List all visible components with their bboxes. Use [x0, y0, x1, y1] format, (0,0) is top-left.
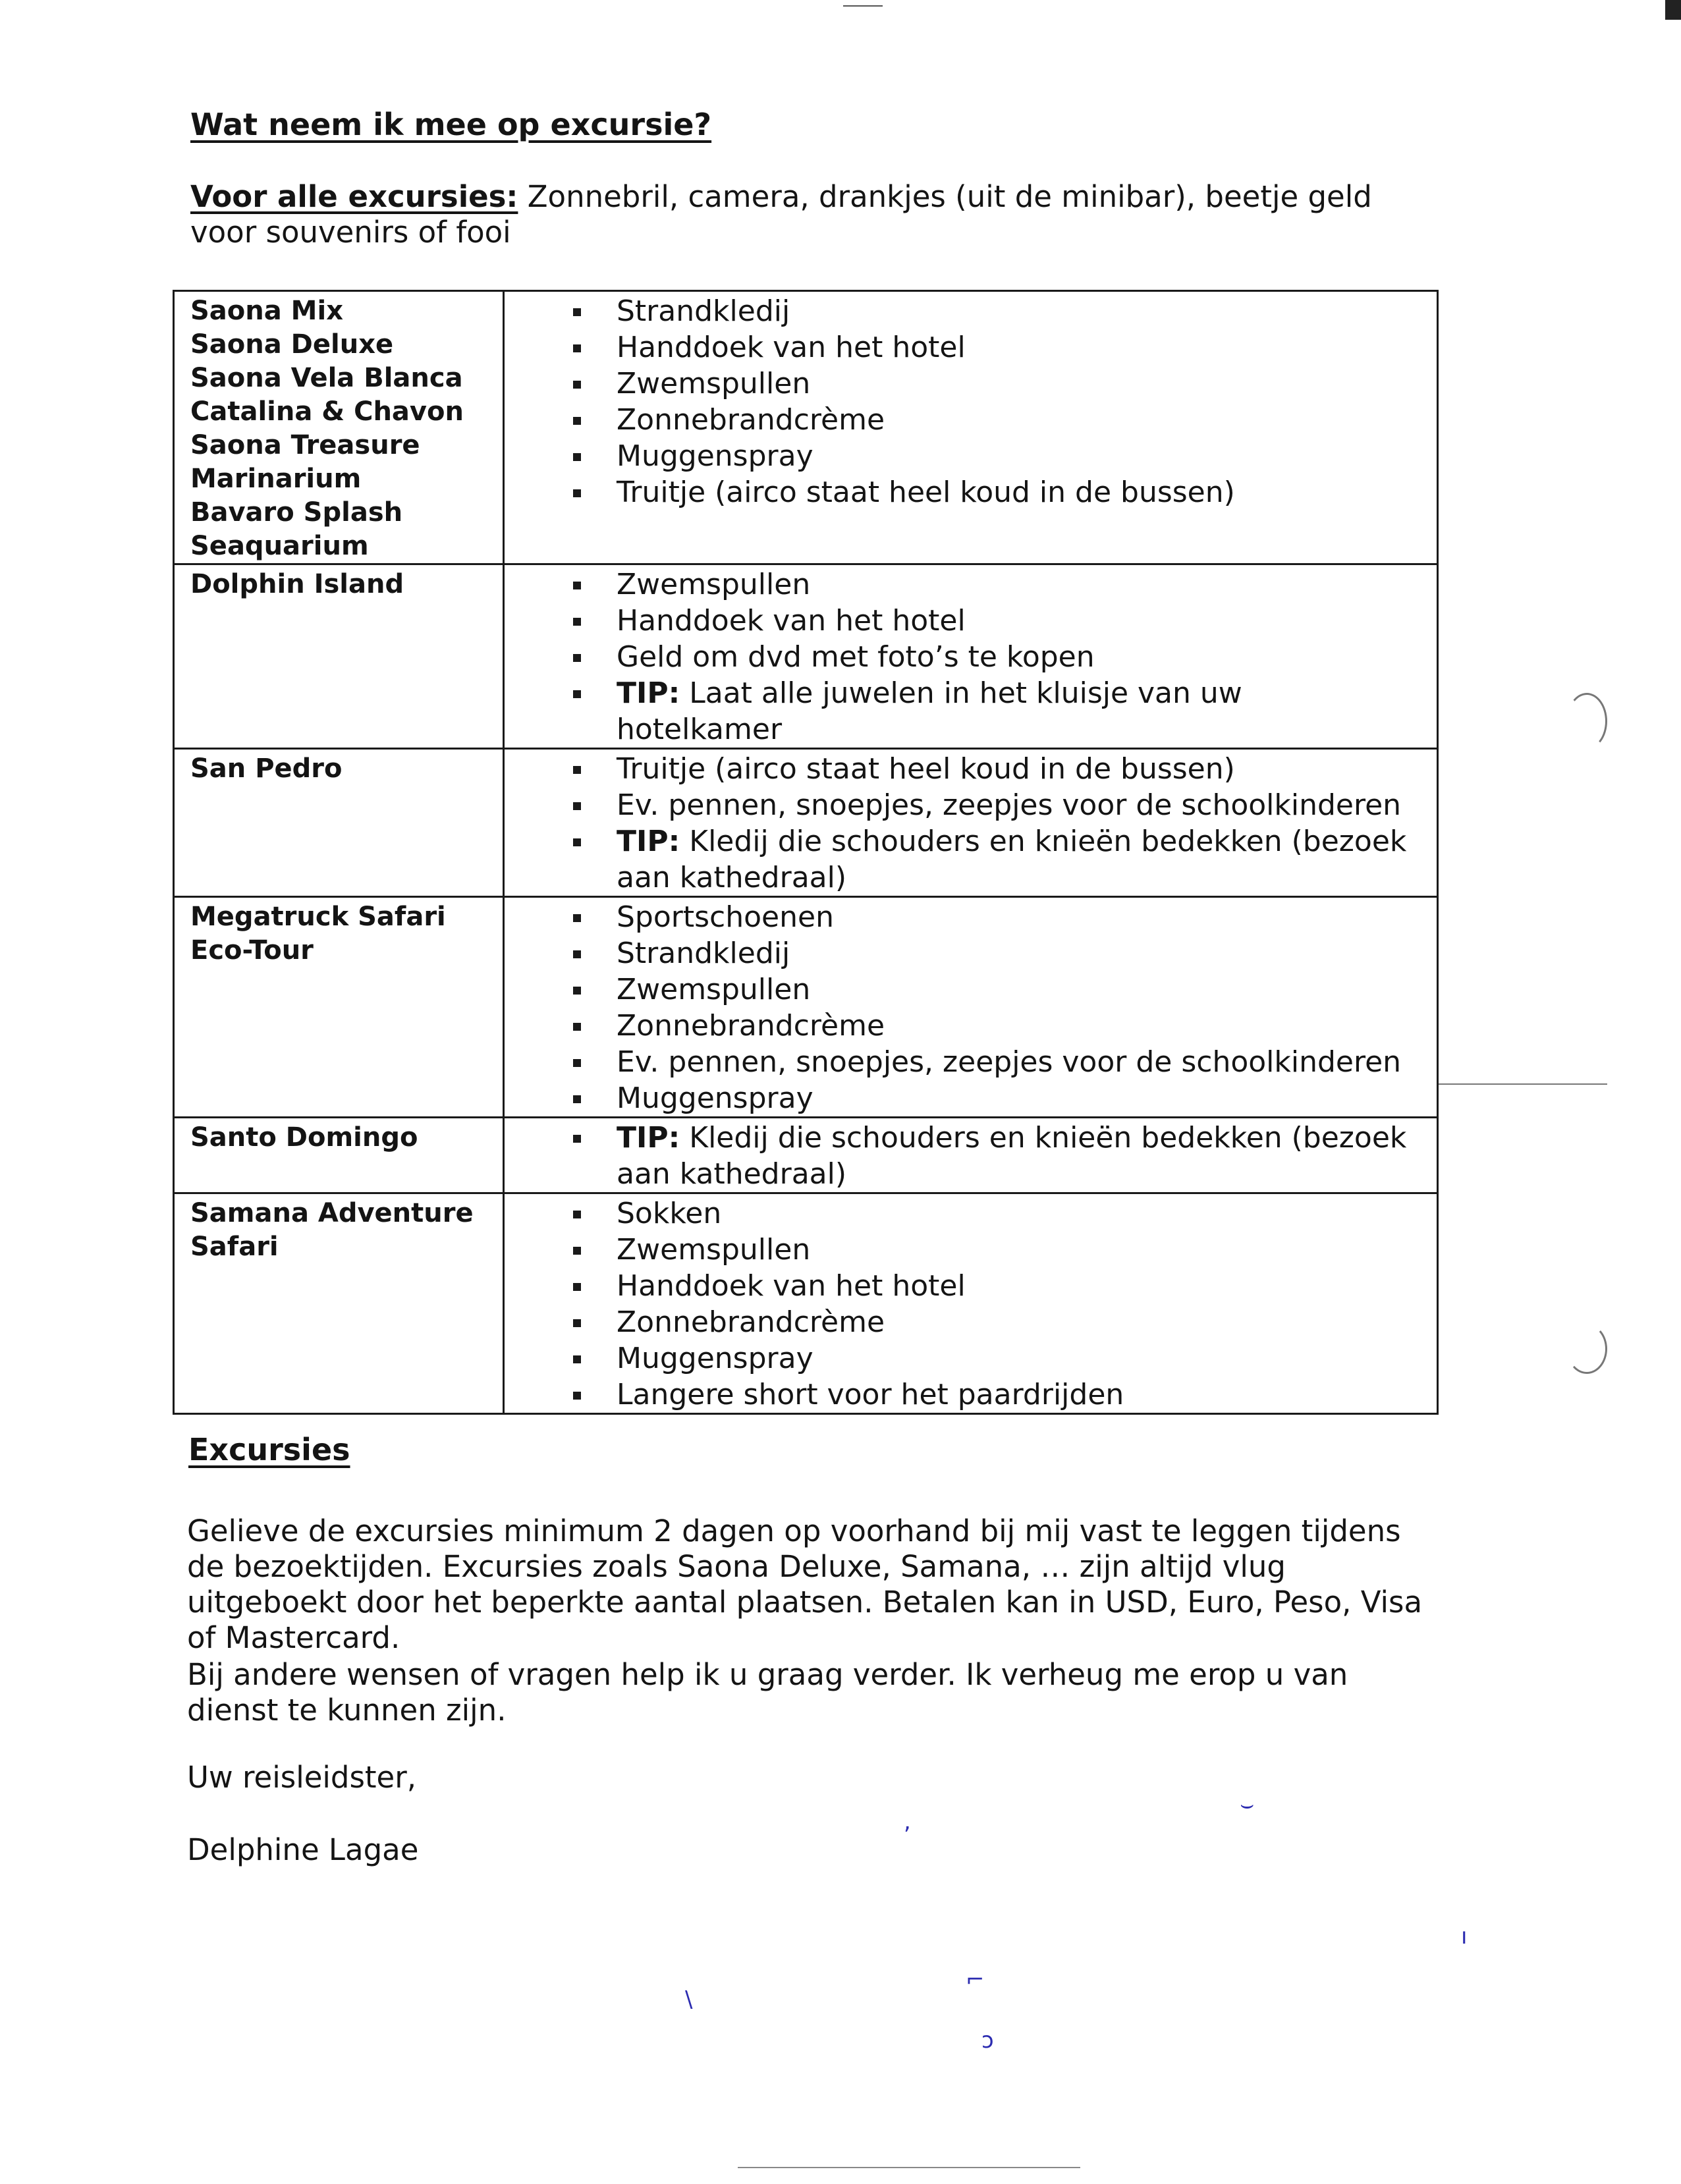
packing-list — [505, 1195, 1437, 1413]
list-item — [505, 1268, 1437, 1304]
closing-line: Uw reisleidster, — [187, 1760, 417, 1795]
list-item — [505, 971, 1437, 1008]
list-item — [505, 402, 1437, 438]
list-item — [505, 787, 1437, 823]
list-item — [505, 1340, 1437, 1377]
excursion-name: Bavaro Splash — [190, 497, 403, 528]
list-item — [505, 1304, 1437, 1340]
table-row — [174, 291, 1438, 564]
tip-label: TIP: — [617, 825, 680, 858]
excursion-name: Dolphin Island — [190, 569, 404, 599]
list-item-text: Muggenspray — [617, 1342, 813, 1375]
punch-hole-lower — [1566, 1324, 1607, 1374]
list-item-text: Zonnebrandcrème — [617, 1305, 885, 1339]
packing-list — [505, 899, 1437, 1116]
booking-paragraph: Gelieve de excursies minimum 2 dagen op voorhand bij mij vast te leggen tijdens de bezoektijden. Excursies zoals Saona Deluxe, Samana, … zijn altijd vlug uitgeboekt door het beperkte aantal plaatsen. Betalen kan in USD, Euro, Peso, Visa of Mastercard. — [187, 1514, 1423, 1655]
list-item-text: Handdoek van het hotel — [617, 1269, 966, 1303]
excursion-name: Santo Domingo — [190, 1122, 418, 1153]
excursion-cell — [174, 1118, 504, 1193]
list-item-text: Zonnebrandcrème — [617, 403, 885, 437]
items-cell — [504, 1118, 1438, 1193]
ink-speck: , — [904, 1809, 911, 1835]
list-item-text: Zwemspullen — [617, 367, 811, 400]
help-paragraph: Bij andere wensen of vragen help ik u graag verder. Ik verheug me erop u van dienst te kunnen zijn. — [187, 1657, 1348, 1728]
list-item-text: Strandkledij — [617, 294, 790, 328]
list-item-text: Truitje (airco staat heel koud in de bussen) — [617, 476, 1235, 509]
excursion-name: Samana Adventure Safari — [190, 1198, 474, 1262]
list-item — [505, 366, 1437, 402]
list-item — [505, 474, 1437, 510]
excursion-name: Marinarium — [190, 464, 362, 494]
excursion-cell — [174, 897, 504, 1118]
list-item-text: Truitje (airco staat heel koud in de bussen) — [617, 752, 1235, 786]
excursion-name: Saona Mix — [190, 296, 343, 326]
list-item-text: Ev. pennen, snoepjes, zeepjes voor de schoolkinderen — [617, 788, 1402, 822]
intro-paragraph — [190, 179, 1389, 250]
ink-speck: ı — [1461, 1923, 1468, 1950]
list-item-text: Handdoek van het hotel — [617, 331, 966, 364]
table-row — [174, 897, 1438, 1118]
excursion-cell — [174, 1193, 504, 1414]
excursion-cell — [174, 749, 504, 897]
tip-label: TIP: — [617, 1121, 680, 1155]
items-cell — [504, 291, 1438, 564]
list-item-text: Zwemspullen — [617, 1233, 811, 1267]
list-item-text: Handdoek van het hotel — [617, 604, 966, 638]
excursion-name: Seaquarium — [190, 531, 369, 561]
ink-speck: \ — [685, 1986, 693, 2013]
packing-list — [505, 293, 1437, 510]
list-item-text: Kledij die schouders en knieën bedekken (bezoek aan kathedraal) — [617, 1121, 1407, 1191]
scan-bottom-line — [738, 2167, 1080, 2168]
list-item — [505, 639, 1437, 675]
items-cell — [504, 1193, 1438, 1414]
ink-speck: ⌣ — [1240, 1791, 1255, 1818]
excursion-cell — [174, 291, 504, 564]
items-cell — [504, 897, 1438, 1118]
list-item — [505, 823, 1437, 896]
intro-label: Voor alle excursies: — [190, 179, 518, 214]
excursion-name: Saona Vela Blanca — [190, 363, 463, 393]
table-row — [174, 1193, 1438, 1414]
list-item — [505, 751, 1437, 787]
punch-hole-upper — [1566, 693, 1607, 750]
list-item-text: Zonnebrandcrème — [617, 1009, 885, 1043]
items-cell — [504, 564, 1438, 749]
list-item-text: Muggenspray — [617, 439, 813, 473]
table-row — [174, 564, 1438, 749]
list-item — [505, 1008, 1437, 1044]
scan-top-line — [843, 5, 883, 7]
list-item-text: Sokken — [617, 1197, 722, 1230]
list-item — [505, 1080, 1437, 1116]
table-row — [174, 749, 1438, 897]
list-item — [505, 1120, 1437, 1192]
list-item-text: Strandkledij — [617, 937, 790, 970]
ink-speck: ⌐ — [966, 1967, 985, 1993]
list-item — [505, 1232, 1437, 1268]
scan-corner-mark — [1665, 0, 1681, 20]
list-item — [505, 675, 1437, 748]
excursion-name: Catalina & Chavon — [190, 396, 464, 427]
list-item — [505, 935, 1437, 971]
list-item-text: Muggenspray — [617, 1081, 813, 1115]
excursion-name: Saona Deluxe — [190, 329, 394, 360]
list-item — [505, 1044, 1437, 1080]
scan-stray-line — [1439, 1083, 1607, 1085]
intro-text: Zonnebril, camera, drankjes (uit de minibar), beetje geld voor souvenirs of fooi — [190, 179, 1372, 250]
packing-list — [505, 566, 1437, 748]
list-item-text: Laat alle juwelen in het kluisje van uw hotelkamer — [617, 676, 1242, 746]
list-item — [505, 1377, 1437, 1413]
excursion-name: Saona Treasure — [190, 430, 420, 460]
packing-table — [173, 290, 1439, 1415]
tip-label: TIP: — [617, 676, 680, 710]
excursion-name: Megatruck Safari — [190, 902, 446, 932]
list-item — [505, 1195, 1437, 1232]
packing-list — [505, 751, 1437, 896]
table-row — [174, 1118, 1438, 1193]
list-item — [505, 438, 1437, 474]
list-item-text: Sportschoenen — [617, 900, 834, 934]
list-item — [505, 603, 1437, 639]
list-item-text: Ev. pennen, snoepjes, zeepjes voor de schoolkinderen — [617, 1045, 1402, 1079]
list-item-text: Geld om dvd met foto’s te kopen — [617, 640, 1095, 674]
signature-name: Delphine Lagae — [187, 1832, 419, 1867]
ink-speck: ↄ — [981, 2027, 994, 2054]
list-item-text: Kledij die schouders en knieën bedekken (bezoek aan kathedraal) — [617, 825, 1407, 894]
list-item — [505, 329, 1437, 366]
list-item-text: Langere short voor het paardrijden — [617, 1378, 1124, 1411]
list-item — [505, 293, 1437, 329]
excursion-name: Eco-Tour — [190, 935, 314, 966]
excursion-cell — [174, 564, 504, 749]
list-item — [505, 899, 1437, 935]
excursion-name: San Pedro — [190, 753, 343, 784]
page-title: Wat neem ik mee op excursie? — [190, 107, 712, 142]
items-cell — [504, 749, 1438, 897]
list-item-text: Zwemspullen — [617, 973, 811, 1006]
packing-list — [505, 1120, 1437, 1192]
list-item — [505, 566, 1437, 603]
list-item-text: Zwemspullen — [617, 568, 811, 601]
excursies-heading: Excursies — [188, 1432, 350, 1467]
